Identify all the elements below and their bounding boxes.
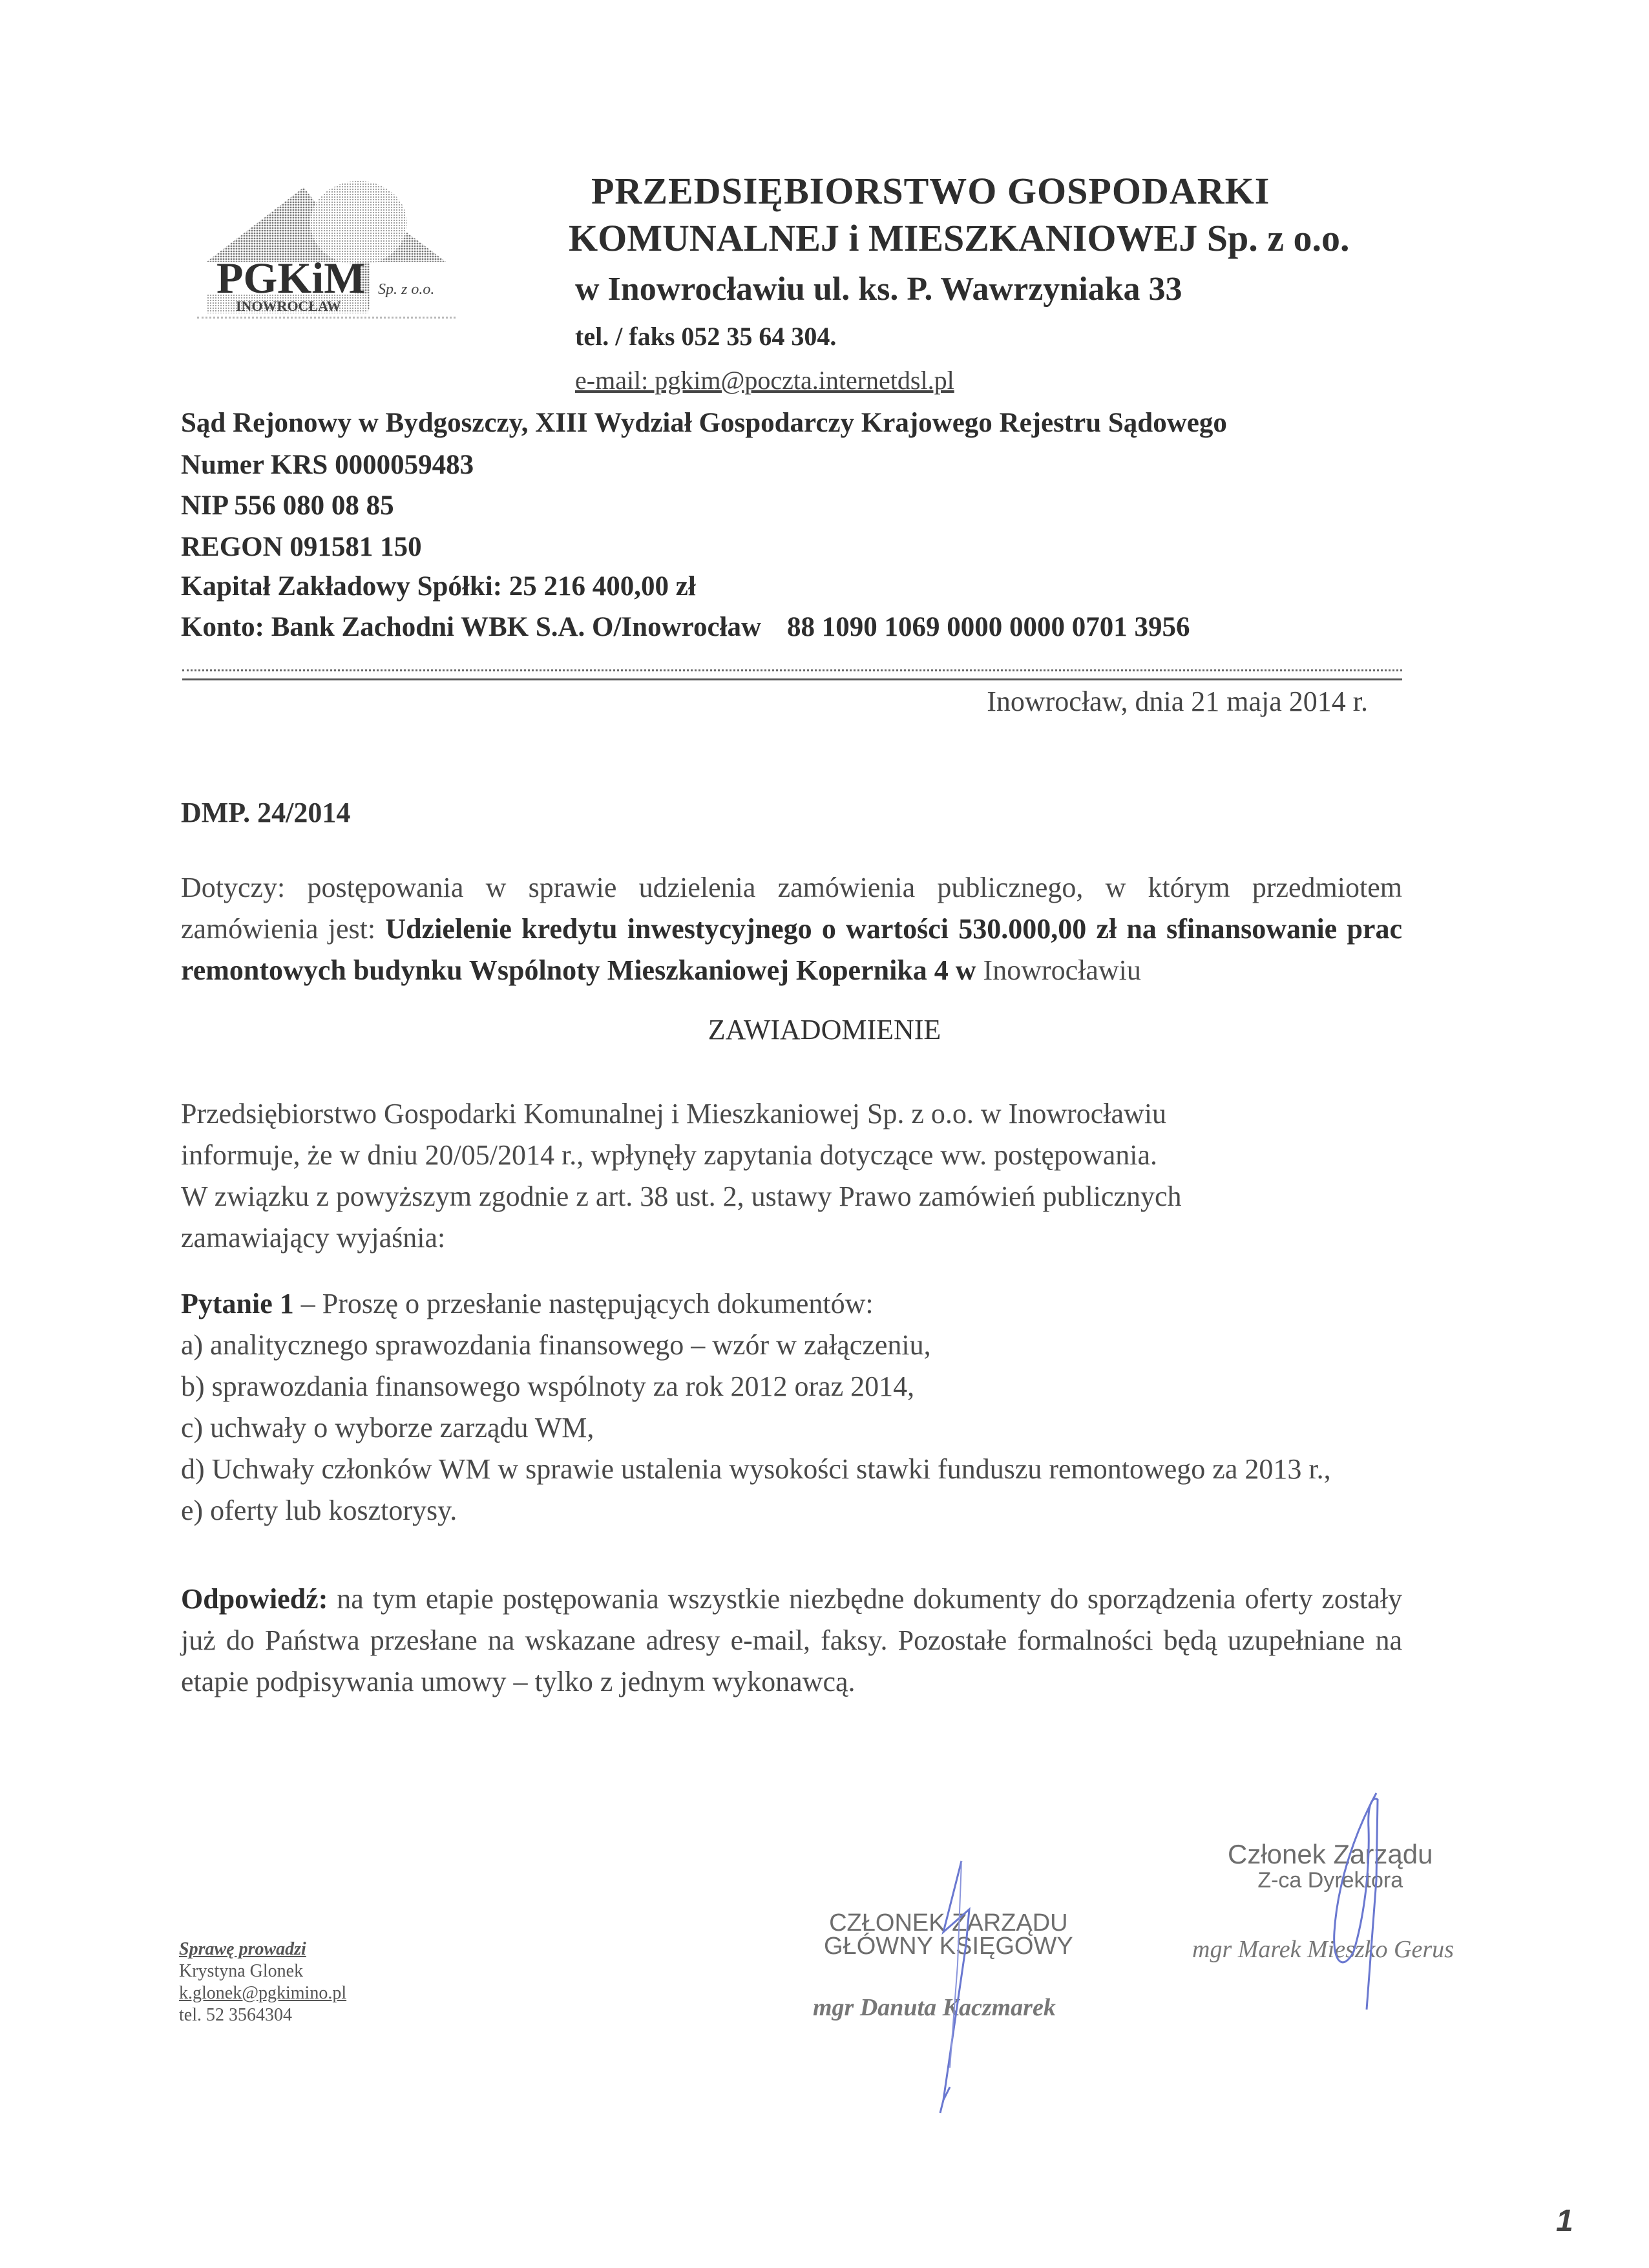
intro-paragraph — [181, 1093, 1402, 1259]
contact-email-link[interactable]: k.glonek@pgkimino.pl — [179, 1983, 347, 2003]
intro-line: W związku z powyższym zgodnie z art. 38 ust. 2, ustawy Prawo zamówień publicznych — [181, 1181, 1182, 1212]
contact-name: Krystyna Glonek — [179, 1961, 304, 1981]
signature-deputy — [1318, 1790, 1409, 2022]
company-email-link[interactable]: e-mail: pgkim@poczta.internetdsl.pl — [575, 366, 954, 395]
page-number-handwritten: 1 — [1556, 2204, 1573, 2238]
company-phone: tel. / faks 052 35 64 304. — [575, 322, 837, 351]
company-name-line1: PRZEDSIĘBIORSTWO GOSPODARKI — [591, 170, 1270, 212]
bank-account-label: Konto: Bank Zachodni WBK S.A. O/Inowrocław — [181, 612, 762, 642]
stamp-signatory-name: mgr Danuta Kaczmarek — [813, 1994, 1056, 2021]
document-title: ZAWIADOMIENIE — [708, 1014, 941, 1045]
company-name-line2: KOMUNALNEJ i MIESZKANIOWEJ Sp. z o.o. — [569, 217, 1350, 259]
stamp-signatory-name: mgr Marek Mieszko Gerus — [1192, 1936, 1454, 1963]
question-heading — [181, 1283, 1402, 1325]
question-label: Pytanie 1 — [181, 1288, 294, 1319]
reference-number: DMP. 24/2014 — [181, 797, 351, 828]
intro-line: Przedsiębiorstwo Gospodarki Komunalnej i Mieszkaniowej Sp. z o.o. w Inowrocławiu — [181, 1098, 1167, 1129]
stamp-line: Członek Zarządu — [1228, 1839, 1433, 1869]
question-item: e) oferty lub kosztorysy. — [181, 1495, 457, 1526]
company-logo — [194, 165, 465, 326]
stamp-line: CZŁONEK ZARZĄDU — [829, 1909, 1068, 1937]
share-capital: Kapitał Zakładowy Spółki: 25 216 400,00 zł — [181, 571, 696, 602]
subject-tail: Inowrocławiu — [976, 954, 1141, 986]
subject-bold: Udzielenie kredytu inwestycyjnego o wartości 530.000,00 zł na sfinansowanie prac remontowych budynku Wspólnoty Mieszkaniowej Kopernika 4 w — [181, 913, 1402, 986]
question-item: a) analitycznego sprawozdania finansowego – wzór w załączeniu, — [181, 1329, 931, 1361]
intro-line: informuje, że w dniu 20/05/2014 r., wpłynęły zapytania dotyczące ww. postępowania. — [181, 1139, 1158, 1171]
regon-number: REGON 091581 150 — [181, 532, 422, 562]
header-dotted-divider — [182, 669, 1402, 671]
contact-block — [179, 1938, 346, 2026]
header-divider — [182, 678, 1402, 680]
tree-crown-shape — [310, 181, 407, 265]
court-registration: Sąd Rejonowy w Bydgoszczy, XIII Wydział Gospodarczy Krajowego Rejestru Sądowego — [181, 408, 1227, 438]
stamp-line: GŁÓWNY KSIĘGOWY — [824, 1933, 1073, 1960]
logo-divider — [197, 317, 456, 319]
nip-number: NIP 556 080 08 85 — [181, 490, 394, 521]
subject-lead: Dotyczy: postępowania w sprawie udzielenia zamówienia publicznego, w którym przedmiotem zamówienia jest: — [181, 872, 1402, 945]
signature-accountant — [905, 1854, 1021, 2126]
question-item: d) Uchwały członków WM w sprawie ustalenia wysokości stawki funduszu remontowego za 2013 r., — [181, 1453, 1331, 1485]
answer-label: Odpowiedź: — [181, 1583, 328, 1615]
contact-phone: tel. 52 3564304 — [179, 2005, 292, 2025]
logo-city: INOWROCŁAW — [236, 298, 341, 314]
subject-paragraph — [181, 867, 1402, 991]
bank-account — [181, 611, 1190, 643]
question-block — [181, 1283, 1402, 1531]
intro-line: zamawiający wyjaśnia: — [181, 1222, 446, 1254]
question-item: c) uchwały o wyborze zarządu WM, — [181, 1412, 594, 1444]
contact-header: Sprawę prowadzi — [179, 1939, 306, 1959]
logo-suffix: Sp. z o.o. — [378, 281, 435, 298]
question-item: b) sprawozdania finansowego wspólnoty za rok 2012 oraz 2014, — [181, 1370, 915, 1402]
answer-paragraph — [181, 1579, 1402, 1703]
question-text: – Proszę o przesłanie następujących dokumentów: — [293, 1288, 874, 1319]
company-address: w Inowrocławiu ul. ks. P. Wawrzyniaka 33 — [575, 271, 1182, 308]
answer-text: na tym etapie postępowania wszystkie niezbędne dokumenty do sporządzenia oferty zostały już do Państwa przesłane na wskazane adresy e-mail, faksy. Pozostałe formalności będą uzupełniane na etapie podpisywania umowy – tylko z jednym wykonawcą. — [181, 1583, 1402, 1697]
krs-number: Numer KRS 0000059483 — [181, 450, 474, 480]
bank-account-number: 88 1090 1069 0000 0000 0701 3956 — [787, 612, 1190, 642]
logo-text: PGKiM — [216, 253, 366, 302]
letter-date: Inowrocław, dnia 21 maja 2014 r. — [987, 686, 1368, 717]
stamp-line: Z-ca Dyrektora — [1257, 1868, 1403, 1893]
